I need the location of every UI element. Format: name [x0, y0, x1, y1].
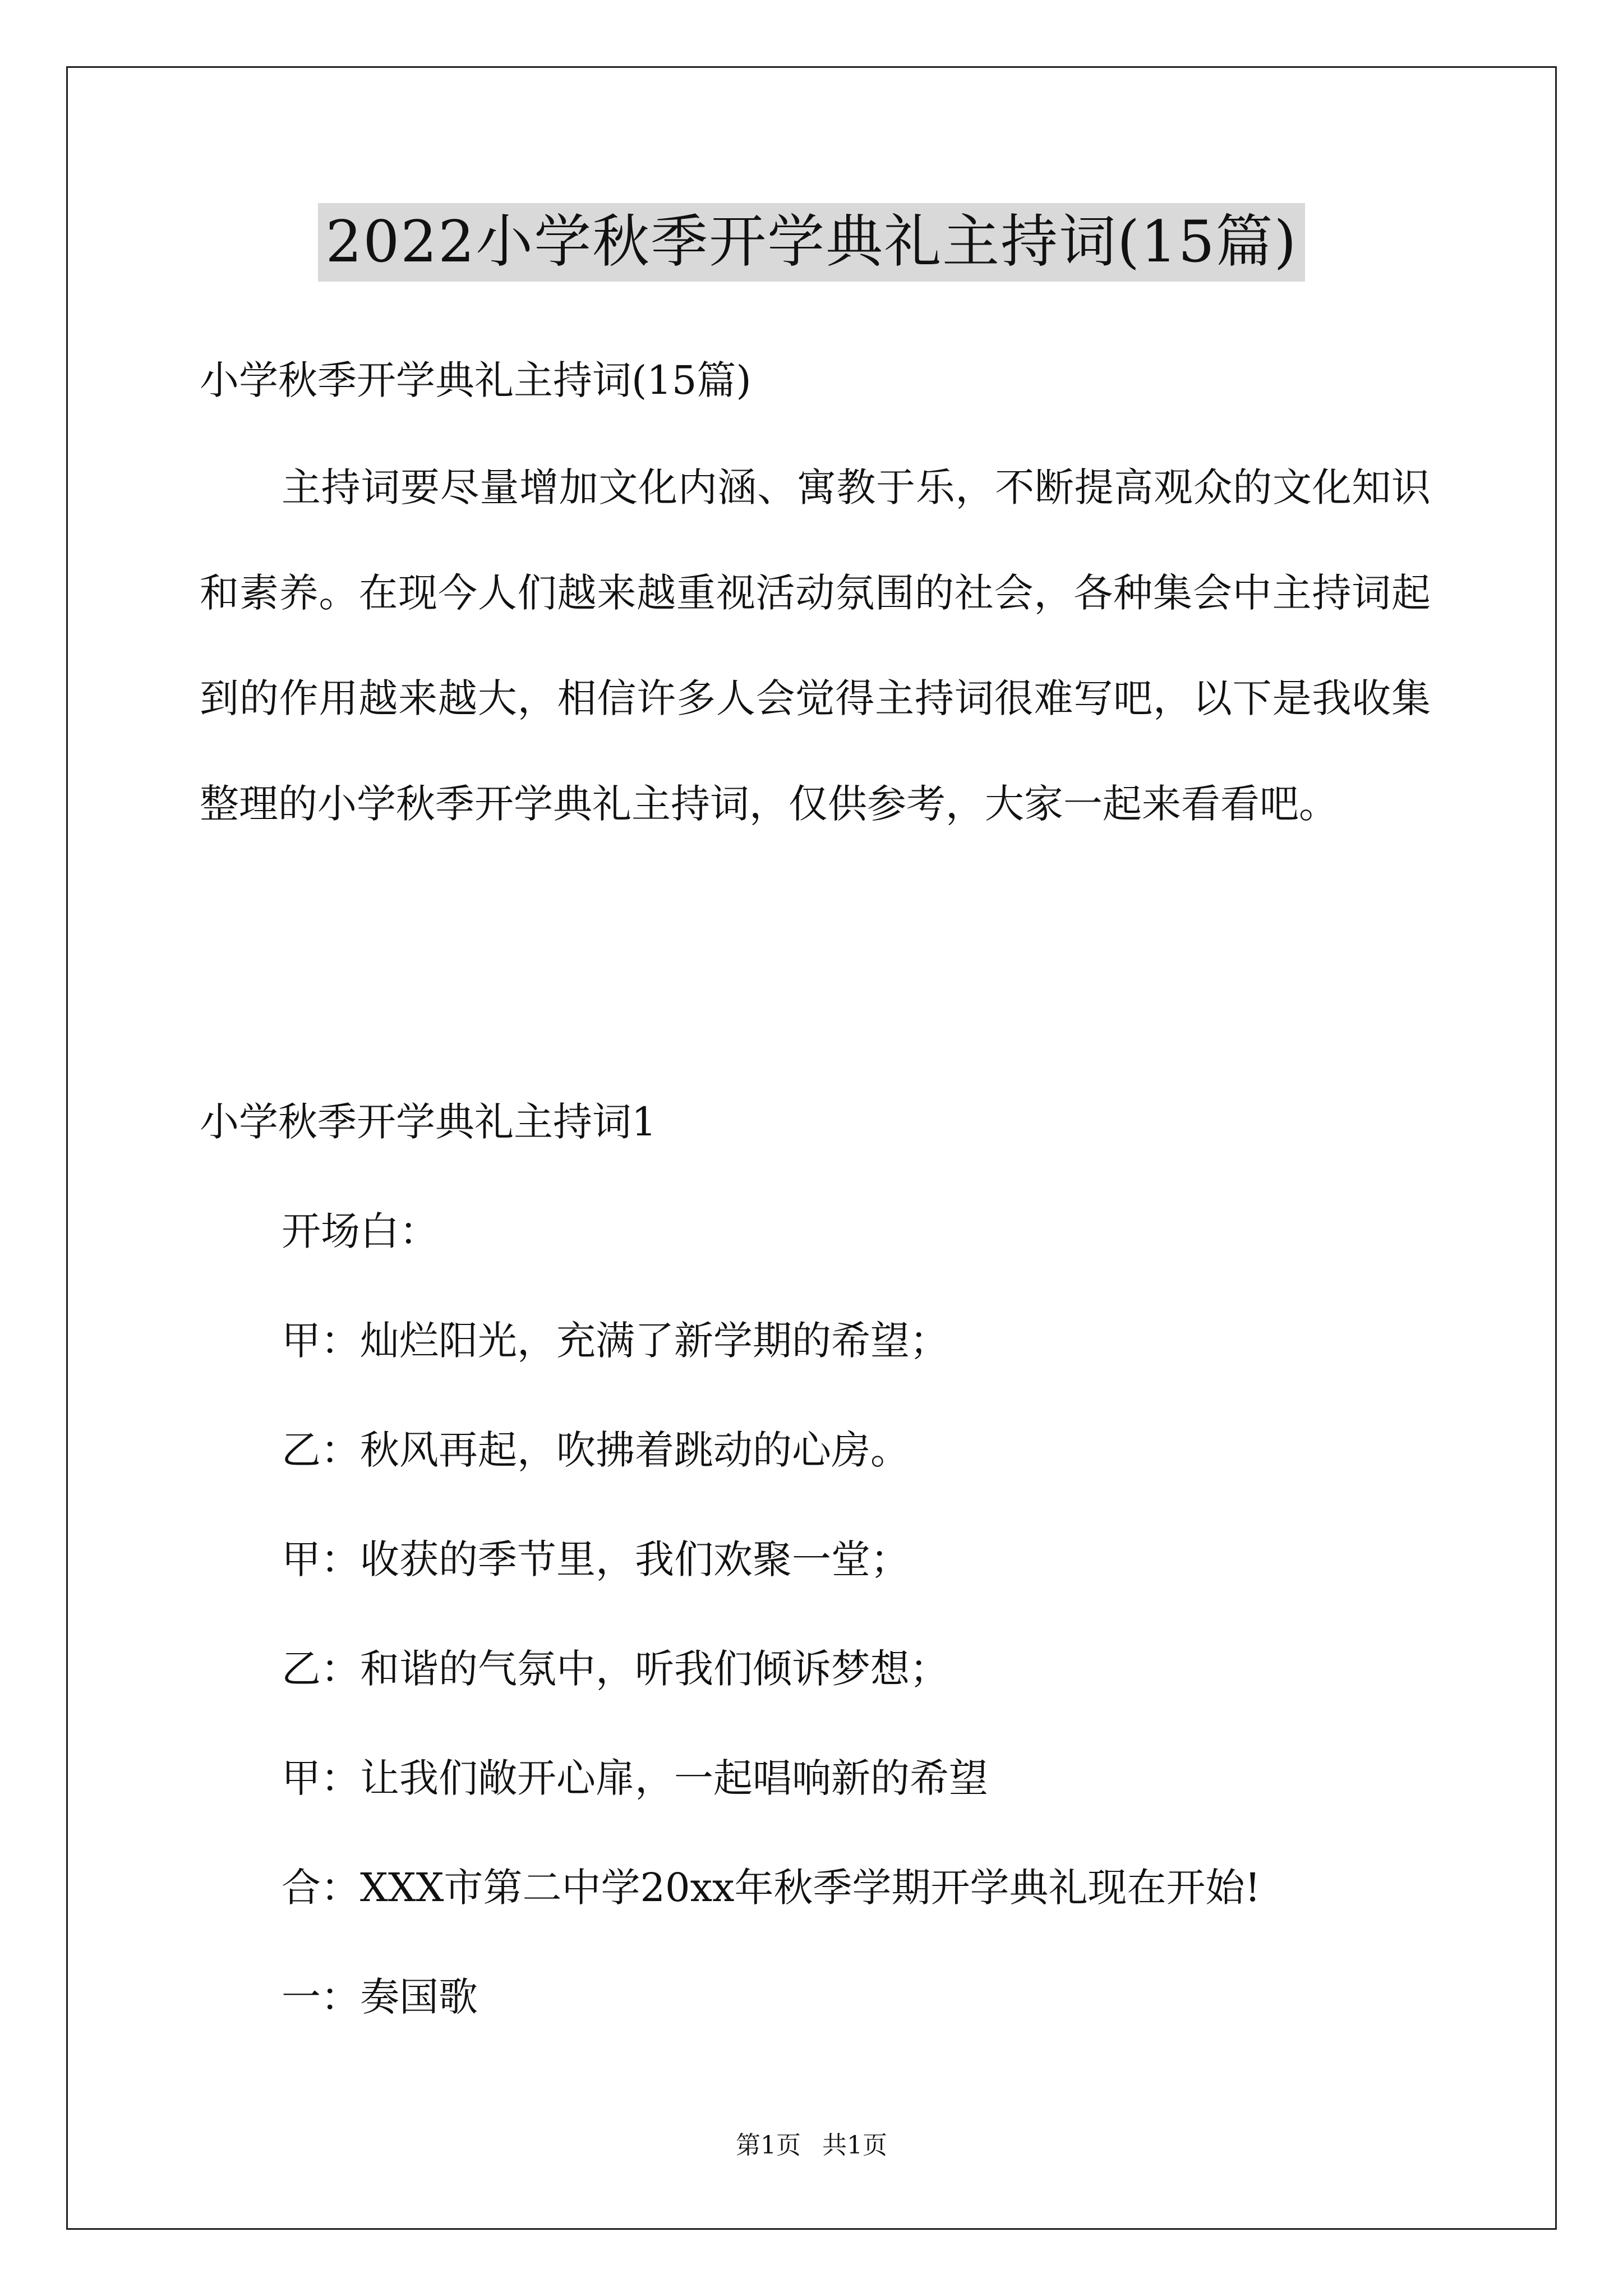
page-number: 第1页: [736, 2131, 801, 2160]
dialogue-line: 甲：让我们敞开心扉，一起唱响新的希望: [282, 1755, 988, 1801]
document-title: 2022小学秋季开学典礼主持词(15篇): [318, 203, 1306, 282]
document-subtitle: 小学秋季开学典礼主持词(15篇): [200, 357, 751, 403]
intro-paragraph: 主持词要尽量增加文化内涵、寓教于乐，不断提高观众的文化知识和素养。在现今人们越来越重视活动氛围的社会，各种集会中主持词起到的作用越来越大，相信许多人会觉得主持词很难写吧，以下是我收集整理的小学秋季开学典礼主持词，仅供参考，大家一起来看看吧。: [200, 464, 1431, 827]
dialogue-line: 开场白：: [282, 1208, 439, 1254]
dialogue-line: 合：XXX市第二中学20xx年秋季学期开学典礼现在开始!: [282, 1865, 1261, 1911]
section-heading: 小学秋季开学典礼主持词1: [200, 1099, 657, 1145]
dialogue-line: 甲：灿烂阳光，充满了新学期的希望；: [282, 1318, 949, 1364]
dialogue-line: 一：奏国歌: [282, 1974, 478, 2020]
dialogue-line: 甲：收获的季节里，我们欢聚一堂；: [282, 1536, 910, 1582]
title-container: [0, 203, 1623, 282]
dialogue-line: 乙：秋风再起，吹拂着跳动的心房。: [282, 1427, 910, 1473]
page-total: 共1页: [822, 2131, 887, 2160]
dialogue-line: 乙：和谐的气氛中，听我们倾诉梦想；: [282, 1646, 949, 1692]
page-footer: [0, 2129, 1623, 2162]
